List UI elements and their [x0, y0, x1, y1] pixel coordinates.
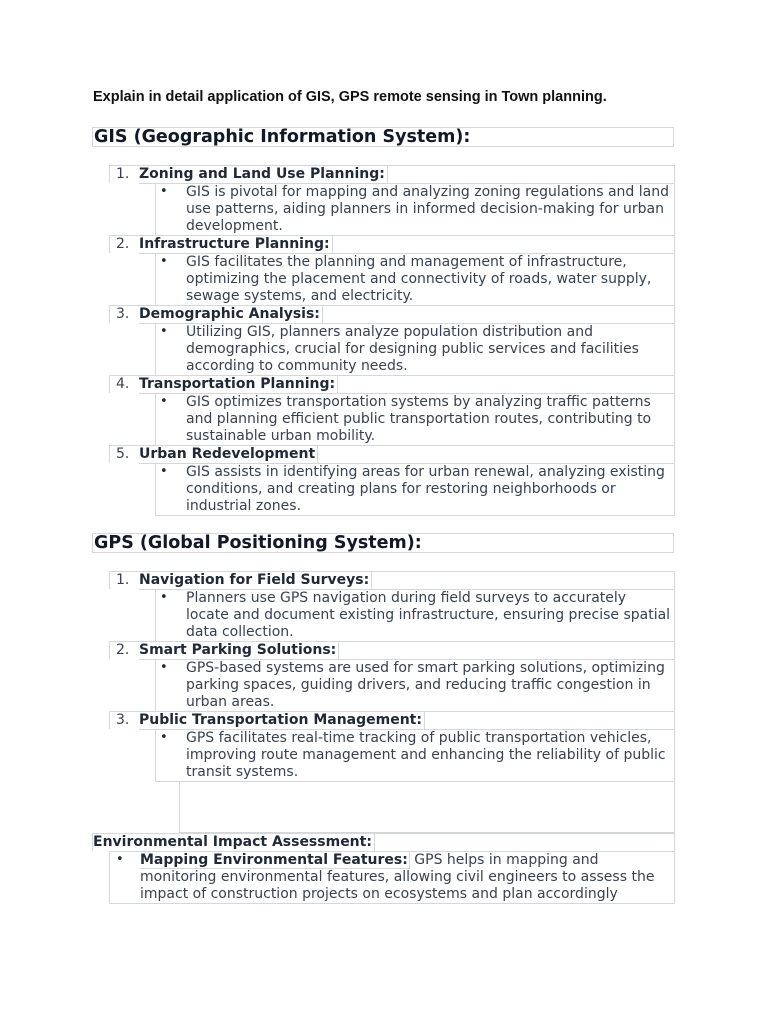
bullet-icon: • — [160, 730, 168, 745]
question-text: Explain in detail application of GIS, GPS remote sensing in Town planning. — [93, 89, 607, 105]
gis-item-3-body — [155, 323, 675, 376]
gis-item-3 — [109, 305, 675, 323]
gps-item-2-body — [155, 659, 675, 712]
bullet-icon: • — [160, 590, 168, 605]
item-title: Smart Parking Solutions: — [139, 642, 339, 660]
gis-item-1 — [109, 165, 675, 183]
gis-item-5-body — [155, 463, 675, 516]
item-text: GIS assists in identifying areas for urban renewal, analyzing existing conditions, and creating plans for restoring neighborhoods or industrial zones. — [186, 464, 665, 514]
item-text: GIS optimizes transportation systems by analyzing traffic patterns and planning efficient public transportation routes, contributing to sustainable urban mobility. — [186, 394, 652, 444]
gps-heading: GPS (Global Positioning System): — [92, 533, 674, 553]
item-title: Infrastructure Planning: — [139, 236, 333, 254]
item-title: Zoning and Land Use Planning: — [139, 166, 388, 184]
gis-item-5 — [109, 445, 675, 463]
gis-item-2 — [109, 235, 675, 253]
gps-item-3 — [109, 711, 675, 729]
env-bullet-label: Mapping Environmental Features: — [140, 852, 408, 868]
gis-item-2-body — [155, 253, 675, 306]
gis-item-1-body — [155, 183, 675, 236]
item-title: Navigation for Field Surveys: — [139, 572, 372, 590]
env-heading — [92, 833, 675, 851]
bullet-icon: • — [160, 660, 168, 675]
gis-item-4 — [109, 375, 675, 393]
bullet-icon: • — [160, 464, 168, 479]
item-text: Planners use GPS navigation during field surveys to accurately locate and document existing infrastructure, ensuring precise spatial data collection. — [186, 590, 671, 640]
env-heading-text: Environmental Impact Assessment: — [93, 834, 375, 851]
item-title: Transportation Planning: — [139, 376, 338, 394]
item-number: 1. — [116, 572, 130, 588]
env-bullet-text: GPS helps in mapping and monitoring environmental features, allowing civil engineers to assess the impact of construction projects on ecosystems and plan accordingly — [140, 852, 655, 902]
item-number: 3. — [116, 306, 130, 322]
item-number: 3. — [116, 712, 130, 728]
gps-item-1 — [109, 571, 675, 589]
item-text: GPS-based systems are used for smart parking solutions, optimizing parking spaces, guiding drivers, and reducing traffic congestion in urban areas. — [186, 660, 665, 710]
item-number: 5. — [116, 446, 130, 462]
item-number: 2. — [116, 642, 130, 658]
item-title: Urban Redevelopment — [139, 446, 318, 464]
gps-item-3-body — [155, 729, 675, 782]
item-number: 2. — [116, 236, 130, 252]
env-bullet-item — [109, 851, 675, 904]
gps-item-1-body — [155, 589, 675, 642]
item-title: Demographic Analysis: — [139, 306, 323, 324]
item-number: 4. — [116, 376, 130, 392]
env-bullet-content — [140, 852, 674, 903]
bullet-icon: • — [160, 184, 168, 199]
bullet-icon: • — [160, 254, 168, 269]
item-number: 1. — [116, 166, 130, 182]
item-text: Utilizing GIS, planners analyze population distribution and demographics, crucial for designing public services and facilities according to community needs. — [186, 324, 639, 374]
item-text: GIS facilitates the planning and management of infrastructure, optimizing the placement and connectivity of roads, water supply, sewage systems, and electricity. — [186, 254, 652, 304]
gps-item-2 — [109, 641, 675, 659]
gis-heading: GIS (Geographic Information System): — [92, 127, 674, 147]
item-title: Public Transportation Management: — [139, 712, 425, 730]
bullet-icon: • — [160, 394, 168, 409]
bullet-icon: • — [116, 852, 124, 867]
empty-block — [179, 781, 675, 833]
bullet-icon: • — [160, 324, 168, 339]
gis-item-4-body — [155, 393, 675, 446]
item-text: GIS is pivotal for mapping and analyzing zoning regulations and land use patterns, aiding planners in informed decision-making for urban development. — [186, 184, 669, 234]
item-text: GPS facilitates real-time tracking of public transportation vehicles, improving route management and enhancing the reliability of public transit systems. — [186, 730, 666, 780]
